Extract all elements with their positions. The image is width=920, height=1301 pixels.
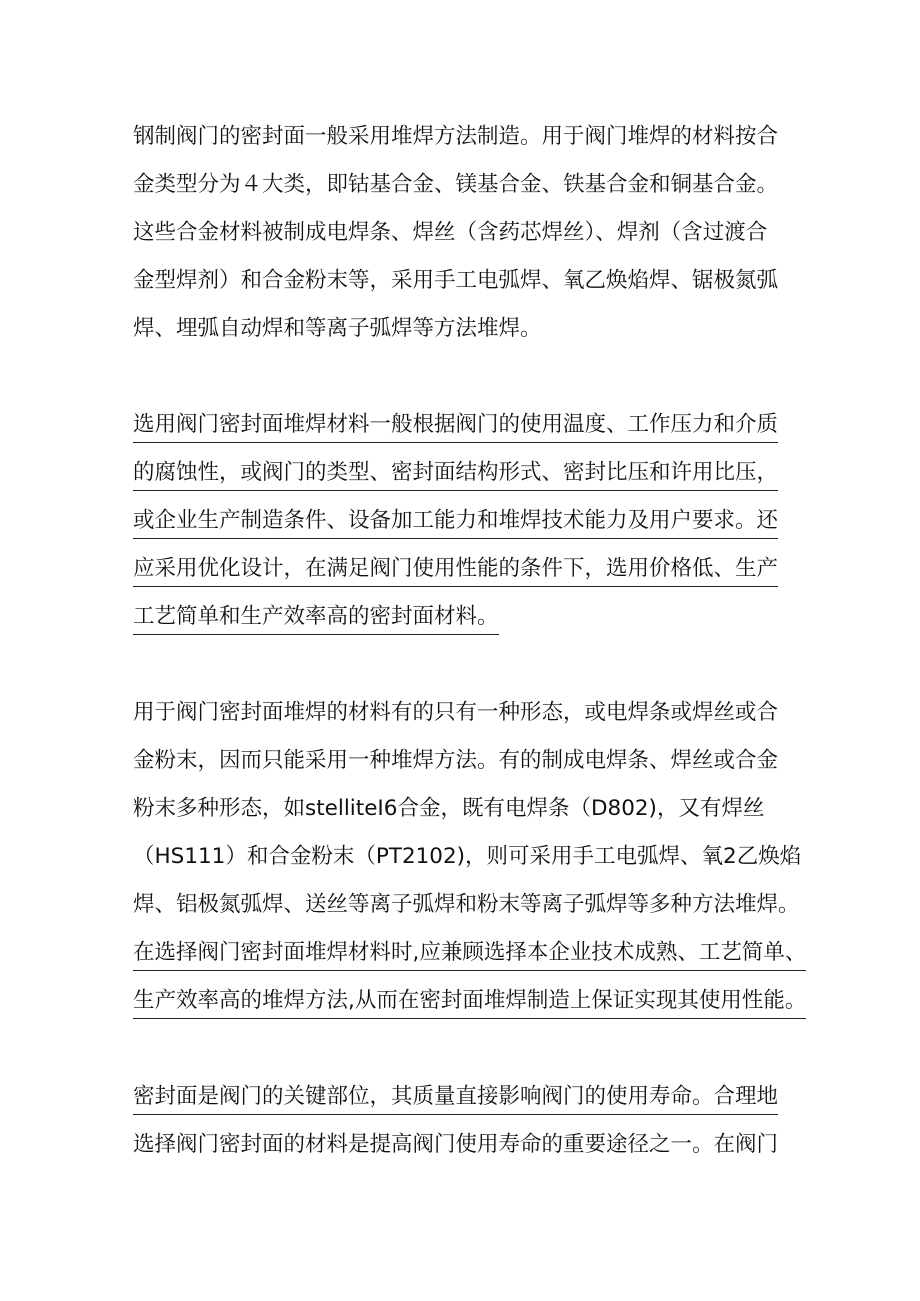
paragraph-2-line-5: 工艺简单和生产效率高的密封面材料。 [133,600,499,635]
paragraph-3-line-6: 在选择阀门密封面堆焊材料时,应兼顾选择本企业技术成熟、工艺简单、 [133,936,806,971]
paragraph-3-line-4: （HS111）和合金粉末（PT2102)，则可采用手工电弧焊、氧2乙焕焰 [133,844,802,869]
paragraph-3-line-3: 粉末多种形态，如stelliteI6合金，既有电焊条（D802)，又有焊丝 [133,796,765,821]
paragraph-1-line-2: 金类型分为４大类，即钴基合金、镁基合金、铁基合金和铜基合金。 [133,172,779,197]
paragraph-2-line-4: 应采用优化设计，在满足阀门使用性能的条件下，选用价格低、生产 [133,552,778,587]
paragraph-2-line-1: 选用阀门密封面堆焊材料一般根据阀门的使用温度、工作压力和介质 [133,408,778,443]
paragraph-4-line-2: 选择阀门密封面的材料是提高阀门使用寿命的重要途径之一。在阀门 [133,1132,779,1157]
paragraph-1-line-1: 钢制阀门的密封面一般采用堆焊方法制造。用于阀门堆焊的材料按合 [133,124,779,149]
paragraph-2-line-2: 的腐蚀性，或阀门的类型、密封面结构形式、密封比压和许用比压， [133,456,778,491]
paragraph-4-line-1: 密封面是阀门的关键部位，其质量直接影响阀门的使用寿命。合理地 [133,1080,778,1115]
paragraph-3-line-2: 金粉末，因而只能采用一种堆焊方法。有的制成电焊条、焊丝或合金 [133,748,779,773]
paragraph-3-line-1: 用于阀门密封面堆焊的材料有的只有一种形态，或电焊条或焊丝或合 [133,700,779,725]
paragraph-1-line-5: 焊、埋弧自动焊和等离子弧焊等方法堆焊。 [133,316,542,341]
paragraph-3-line-5: 焊、铝极氮弧焊、送丝等离子弧焊和粉末等离子弧焊等多种方法堆焊。 [133,892,800,917]
paragraph-3-line-7: 生产效率高的堆焊方法,从而在密封面堆焊制造上保证实现其使用性能。 [133,984,806,1019]
paragraph-1-line-3: 这些合金材料被制成电焊条、焊丝（含药芯焊丝）、焊剂（含过渡合 [133,220,768,245]
paragraph-2-line-3: 或企业生产制造条件、设备加工能力和堆焊技术能力及用户要求。还 [133,504,778,539]
paragraph-1-line-4: 金型焊剂）和合金粉末等，采用手工电弧焊、氧乙焕焰焊、锯极氮弧 [133,268,779,293]
